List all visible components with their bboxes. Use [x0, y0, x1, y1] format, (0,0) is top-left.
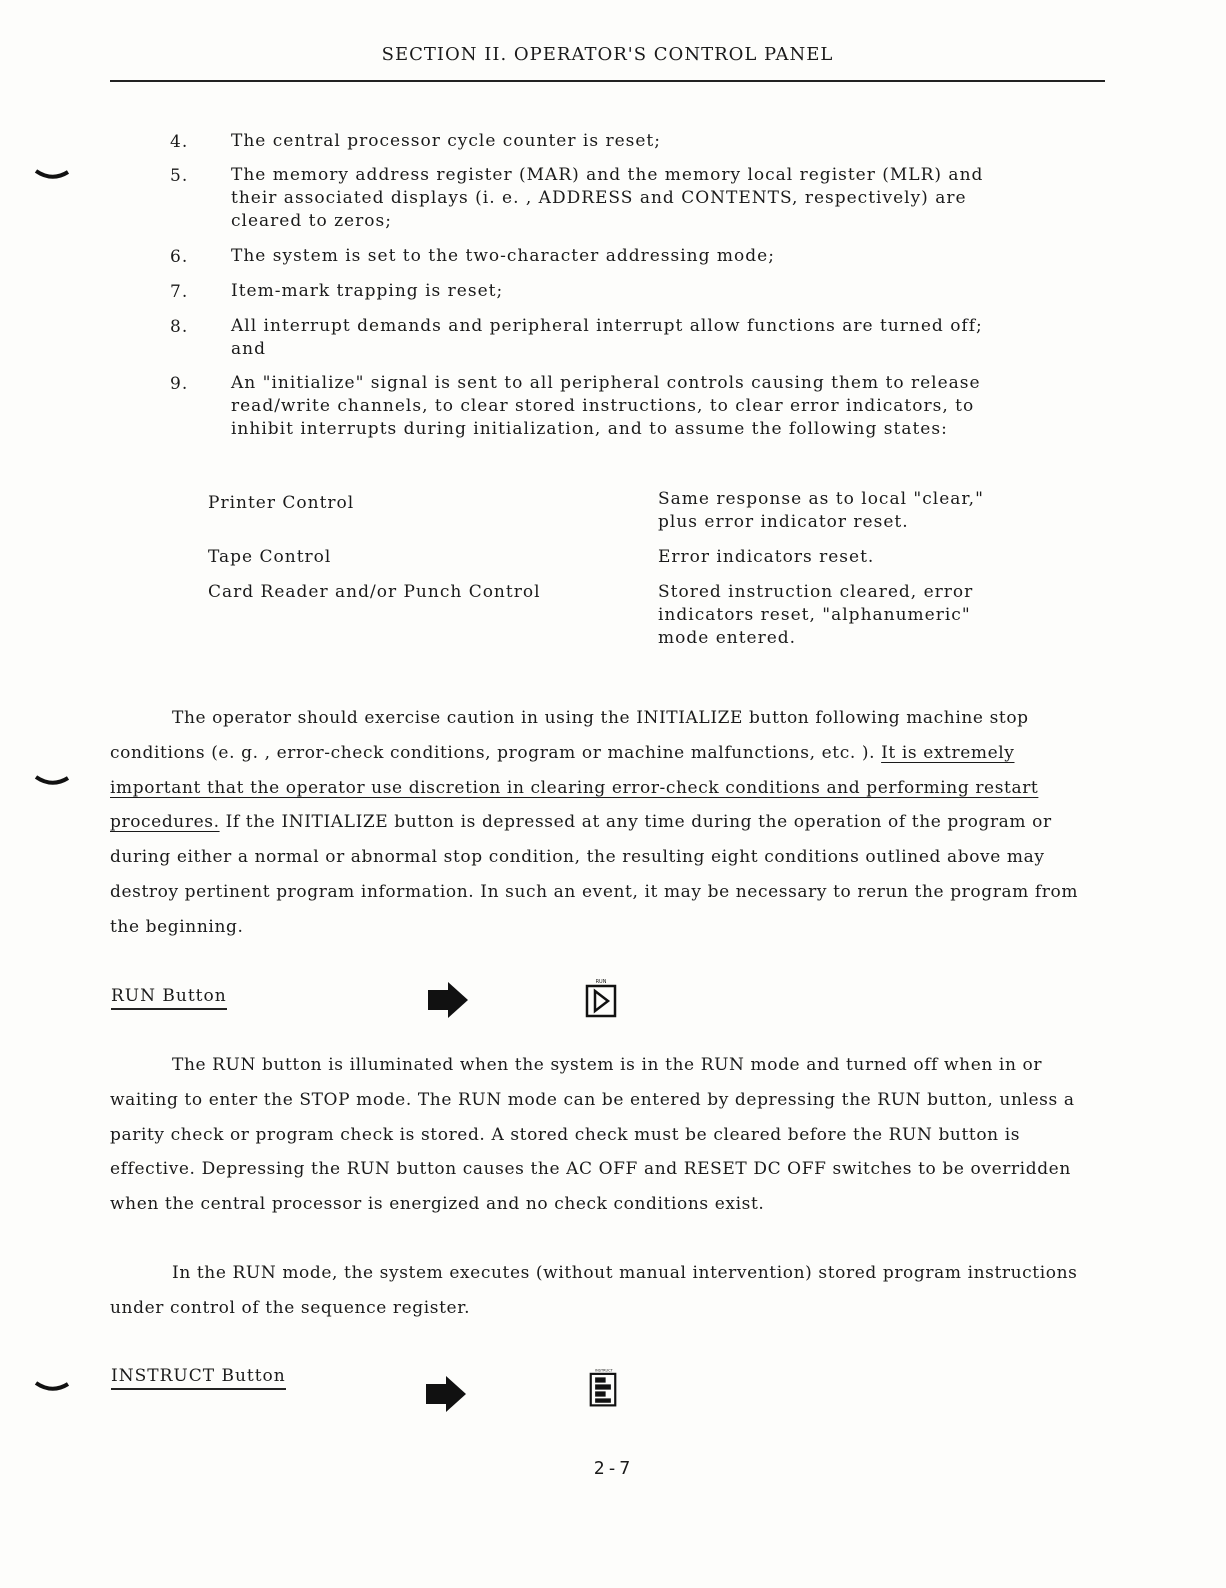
table-row-state: Error indicators reset. — [658, 547, 875, 567]
list-item-text: Item-mark trapping is reset; — [231, 281, 504, 301]
paragraph-text: In the RUN mode, the system executes (without manual intervention) stored program instructions under control of the sequence register. — [110, 1263, 1078, 1318]
list-item-number: 9. — [170, 374, 189, 394]
header-rule — [110, 80, 1105, 82]
run-button-icon — [585, 976, 619, 1018]
instruct-icon-label: INSTRUCT — [595, 1368, 613, 1373]
list-item-number: 5. — [170, 166, 189, 186]
list-item-text: The central processor cycle counter is reset; — [231, 131, 661, 151]
list-item-text: An "initialize" signal is sent to all peripheral controls causing them to release read/write channels, to clear stored instructions, to clear error indicators, to inhibit interrupts during initialization, and to assume the following states: — [231, 373, 981, 439]
table-row-control: Tape Control — [208, 547, 332, 567]
list-item-number: 6. — [170, 247, 189, 267]
underlined-warning: It is extremely important that the operator use discretion in clearing error-check conditions and performing restart procedures. — [110, 742, 1039, 833]
initialize-caution-paragraph — [110, 701, 1100, 945]
arrow-right-icon — [426, 980, 470, 1020]
margin-mark — [34, 774, 70, 788]
list-item-number: 4. — [170, 132, 189, 152]
paragraph-text: If the INITIALIZE button is depressed at any time during the operation of the program or during either a normal or abnormal stop condition, the resulting eight conditions outlined above may destroy pertinent program information. In such an event, it may be necessary to rerun the program from the beginning. — [110, 812, 1079, 937]
list-item-text: The memory address register (MAR) and the memory local register (MLR) and their associated displays (i. e. , ADDRESS and CONTENTS, respectively) are cleared to zeros; — [231, 165, 984, 231]
list-item-text: The system is set to the two-character addressing mode; — [231, 246, 775, 266]
list-item-number: 7. — [170, 282, 189, 302]
table-row-state: Stored instruction cleared, error indicators reset, "alphanumeric" mode entered. — [658, 582, 974, 648]
run-icon-label: RUN — [595, 979, 607, 985]
run-description-paragraph — [110, 1048, 1100, 1222]
run-mode-paragraph — [110, 1256, 1100, 1326]
list-item-number: 8. — [170, 317, 189, 337]
instruct-button-icon — [586, 1366, 620, 1408]
run-button-heading: RUN Button — [111, 986, 227, 1010]
margin-mark — [34, 1380, 70, 1394]
page-header: SECTION II. OPERATOR'S CONTROL PANEL — [381, 44, 834, 65]
instruct-button-heading: INSTRUCT Button — [111, 1366, 286, 1390]
page-number: 2-7 — [593, 1458, 633, 1479]
margin-mark — [34, 168, 70, 182]
arrow-right-icon — [424, 1374, 468, 1414]
table-row-state: Same response as to local "clear," plus error indicator reset. — [658, 489, 984, 532]
list-item-text: All interrupt demands and peripheral interrupt allow functions are turned off; and — [231, 316, 983, 359]
table-row-control: Card Reader and/or Punch Control — [208, 582, 541, 602]
table-row-control: Printer Control — [208, 493, 355, 513]
paragraph-text: The RUN button is illuminated when the system is in the RUN mode and turned off when in or waiting to enter the STOP mode. The RUN mode can be entered by depressing the RUN button, unless a parity check or program check is stored. A stored check must be cleared before the RUN button is effective. Depressing the RUN button causes the AC OFF and RESET DC OFF switches to be overridden when the central processor is energized and no check conditions exist. — [110, 1055, 1075, 1215]
paragraph-text: The operator should exercise caution in using the INITIALIZE button following machine stop conditions (e. g. , error-check conditions, program or machine malfunctions, etc. ). — [110, 708, 1029, 763]
